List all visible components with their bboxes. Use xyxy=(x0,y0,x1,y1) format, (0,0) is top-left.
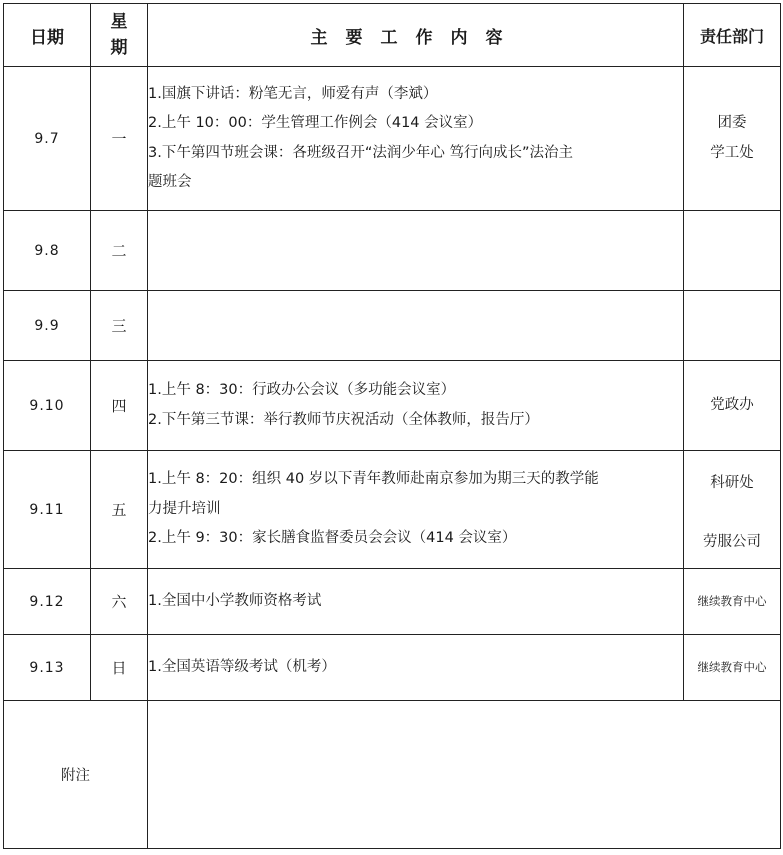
dept-line: 科研处 xyxy=(710,475,754,492)
row-date: 9.13 xyxy=(4,635,91,701)
dept-spacer xyxy=(684,499,780,529)
header-weekday xyxy=(91,4,148,67)
header-date: 日期 xyxy=(4,4,91,67)
content-line: 3.下午第四节班会课：各班级召开“法润少年心 笃行向成长”法治主 xyxy=(148,144,573,161)
row-dept xyxy=(684,67,781,211)
content-line: 力提升培训 xyxy=(148,500,221,517)
row-date: 9.12 xyxy=(4,569,91,635)
row-dept xyxy=(684,451,781,569)
content-line: 1.国旗下讲话：粉笔无言，师爱有声（李斌） xyxy=(148,85,438,102)
dept-line: 继续教育中心 xyxy=(697,593,767,608)
table-row xyxy=(4,291,781,361)
row-dept xyxy=(684,361,781,451)
row-weekday: 四 xyxy=(91,361,148,451)
row-date: 9.11 xyxy=(4,451,91,569)
header-row xyxy=(4,4,781,67)
row-date: 9.9 xyxy=(4,291,91,361)
header-weekday-top: 星 xyxy=(110,12,128,32)
content-line: 2.下午第三节课：举行教师节庆祝活动（全体教师，报告厅） xyxy=(148,411,539,428)
dept-line: 学工处 xyxy=(710,144,754,161)
table-row xyxy=(4,361,781,451)
row-dept xyxy=(684,211,781,291)
dept-line: 继续教育中心 xyxy=(697,659,767,674)
row-content xyxy=(148,361,684,451)
row-content xyxy=(148,451,684,569)
dept-line: 党政办 xyxy=(710,396,754,413)
dept-line: 团委 xyxy=(717,115,747,131)
row-date: 9.10 xyxy=(4,361,91,451)
header-dept: 责任部门 xyxy=(684,4,781,67)
row-weekday: 日 xyxy=(91,635,148,701)
row-weekday: 五 xyxy=(91,451,148,569)
table-row xyxy=(4,211,781,291)
row-content xyxy=(148,211,684,291)
table-row xyxy=(4,635,781,701)
row-date: 9.8 xyxy=(4,211,91,291)
row-content xyxy=(148,635,684,701)
note-label: 附注 xyxy=(4,701,148,849)
row-weekday: 三 xyxy=(91,291,148,361)
content-line: 1.全国英语等级考试（机考） xyxy=(148,658,336,675)
header-content: 主要工作内容 xyxy=(148,4,684,67)
table-row xyxy=(4,451,781,569)
table-row xyxy=(4,67,781,211)
row-weekday: 二 xyxy=(91,211,148,291)
row-date: 9.7 xyxy=(4,67,91,211)
row-weekday: 六 xyxy=(91,569,148,635)
table-row xyxy=(4,569,781,635)
note-row xyxy=(4,701,781,849)
content-line: 2.上午 9：30：家长膳食监督委员会会议（414 会议室） xyxy=(148,530,517,547)
content-line: 题班会 xyxy=(148,174,192,190)
row-weekday: 一 xyxy=(91,67,148,211)
row-dept xyxy=(684,569,781,635)
row-content xyxy=(148,569,684,635)
dept-line: 劳服公司 xyxy=(703,534,761,551)
content-line: 2.上午 10：00：学生管理工作例会（414 会议室） xyxy=(148,115,483,131)
row-dept xyxy=(684,291,781,361)
row-content xyxy=(148,291,684,361)
content-line: 1.全国中小学教师资格考试 xyxy=(148,592,322,609)
content-line: 1.上午 8：20：组织 40 岁以下青年教师赴南京参加为期三天的教学能 xyxy=(148,471,599,488)
row-dept xyxy=(684,635,781,701)
row-content xyxy=(148,67,684,211)
content-line: 1.上午 8：30：行政办公会议（多功能会议室） xyxy=(148,382,456,398)
note-content xyxy=(148,701,781,849)
weekly-schedule-table xyxy=(3,3,781,849)
header-weekday-bottom: 期 xyxy=(110,38,128,58)
